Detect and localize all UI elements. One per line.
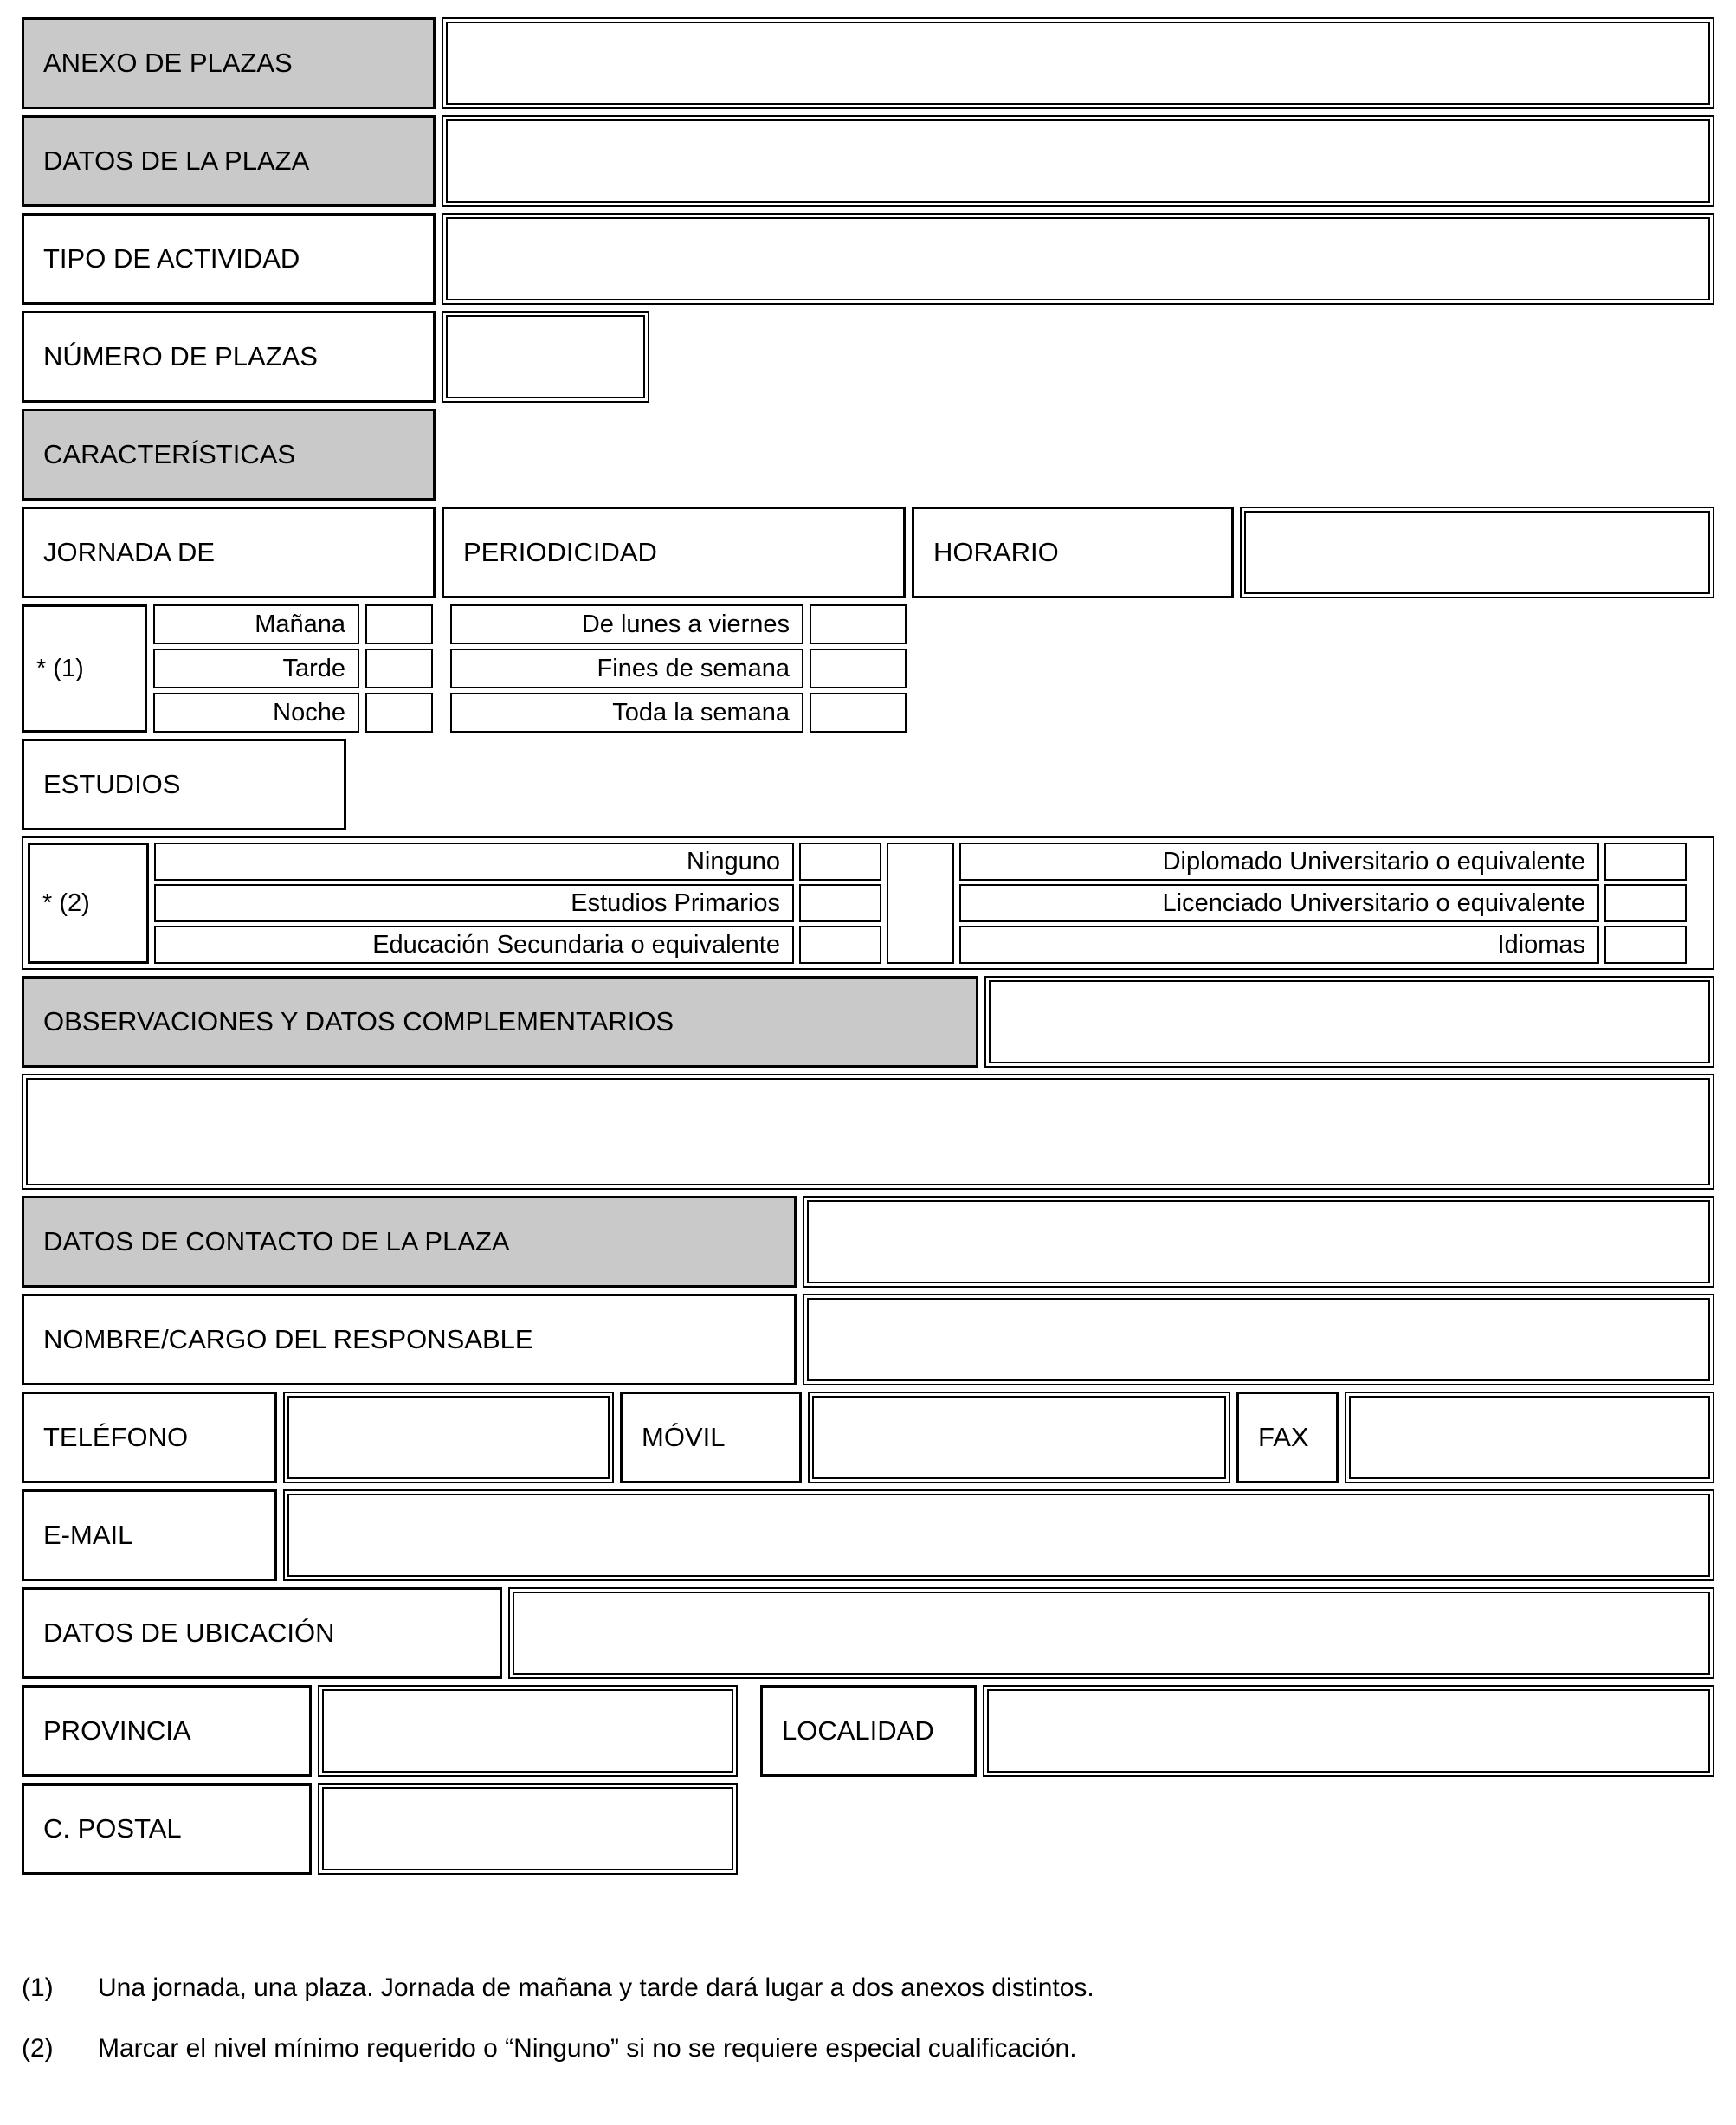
row-observaciones-area — [22, 1074, 1714, 1190]
tipo-de-actividad-label: TIPO DE ACTIVIDAD — [22, 213, 436, 305]
jornada-manana-checkbox[interactable] — [365, 604, 433, 644]
jornada-tarde-label: Tarde — [153, 649, 359, 688]
footnote-2 — [22, 2032, 1714, 2065]
section-header-datos-de-la-plaza: DATOS DE LA PLAZA — [22, 115, 436, 207]
column-gap — [744, 1685, 754, 1777]
estudios-diplomado-label: Diplomado Universitario o equivalente — [959, 843, 1599, 881]
estudios-label: ESTUDIOS — [22, 739, 346, 830]
periodicidad-label: PERIODICIDAD — [442, 507, 906, 598]
email-input[interactable] — [283, 1489, 1714, 1581]
footnote-ref-1-cell: * (1) — [22, 604, 147, 733]
row-anexo — [22, 17, 1714, 109]
jornada-noche-checkbox[interactable] — [365, 693, 433, 733]
provincia-label: PROVINCIA — [22, 1685, 312, 1777]
telefono-input[interactable] — [283, 1392, 614, 1483]
periodicidad-toda-semana-checkbox[interactable] — [810, 693, 907, 733]
observaciones-textarea[interactable] — [22, 1074, 1714, 1190]
row-datos-ubicacion — [22, 1587, 1714, 1679]
row-tipo-actividad — [22, 213, 1714, 305]
periodicidad-toda-semana-label: Toda la semana — [450, 693, 803, 733]
estudios-idiomas-label: Idiomas — [959, 926, 1599, 964]
estudios-right-checkboxes — [1604, 843, 1687, 964]
row-estudios — [22, 739, 1714, 830]
column-gap — [439, 604, 444, 733]
horario-label: HORARIO — [912, 507, 1234, 598]
datos-ubicacion-field[interactable] — [508, 1587, 1714, 1679]
row-c-postal — [22, 1783, 1714, 1875]
footnote-ref-2-cell: * (2) — [28, 843, 149, 964]
row-telefono-movil-fax — [22, 1392, 1714, 1483]
movil-input[interactable] — [808, 1392, 1230, 1483]
jornada-tarde-checkbox[interactable] — [365, 649, 433, 688]
estudios-primarios-checkbox[interactable] — [799, 884, 881, 922]
jornada-option-labels — [153, 604, 359, 733]
estudios-left-checkboxes — [799, 843, 881, 964]
nombre-cargo-input[interactable] — [803, 1294, 1714, 1385]
estudios-secundaria-checkbox[interactable] — [799, 926, 881, 964]
localidad-label: LOCALIDAD — [760, 1685, 977, 1777]
jornada-noche-label: Noche — [153, 693, 359, 733]
footnote-2-number: (2) — [22, 2034, 54, 2063]
periodicidad-fines-semana-checkbox[interactable] — [810, 649, 907, 688]
footnote-1 — [22, 1972, 1714, 2005]
email-label: E-MAIL — [22, 1489, 277, 1581]
estudios-secundaria-label: Educación Secundaria o equivalente — [154, 926, 794, 964]
estudios-left-option-labels — [154, 843, 794, 964]
anexo-de-plazas-field[interactable] — [442, 17, 1714, 109]
estudios-primarios-label: Estudios Primarios — [154, 884, 794, 922]
group-jornada-periodicidad — [22, 604, 1714, 733]
footnotes — [22, 1972, 1714, 2065]
localidad-input[interactable] — [983, 1685, 1714, 1777]
footnote-1-text: Una jornada, una plaza. Jornada de mañana y tarde dará lugar a dos anexos distintos. — [98, 1973, 1094, 2002]
fax-input[interactable] — [1345, 1392, 1714, 1483]
footnote-2-text: Marcar el nivel mínimo requerido o “Ninguno” si no se requiere especial cualificación. — [98, 2034, 1077, 2063]
observaciones-header-field[interactable] — [984, 976, 1714, 1068]
row-numero-plazas — [22, 311, 1714, 403]
estudios-right-option-labels — [959, 843, 1599, 964]
group-estudios-niveles — [22, 836, 1714, 970]
section-header-observaciones: OBSERVACIONES Y DATOS COMPLEMENTARIOS — [22, 976, 978, 1068]
numero-de-plazas-input[interactable] — [442, 311, 649, 403]
estudios-licenciado-checkbox[interactable] — [1604, 884, 1687, 922]
row-jornada-horario — [22, 507, 1714, 598]
telefono-label: TELÉFONO — [22, 1392, 277, 1483]
movil-label: MÓVIL — [620, 1392, 802, 1483]
periodicidad-lunes-viernes-checkbox[interactable] — [810, 604, 907, 644]
periodicidad-lunes-viernes-label: De lunes a viernes — [450, 604, 803, 644]
estudios-licenciado-label: Licenciado Universitario o equivalente — [959, 884, 1599, 922]
estudios-ninguno-checkbox[interactable] — [799, 843, 881, 881]
estudios-diplomado-checkbox[interactable] — [1604, 843, 1687, 881]
row-datos-plaza — [22, 115, 1714, 207]
jornada-manana-label: Mañana — [153, 604, 359, 644]
periodicidad-checkboxes — [810, 604, 907, 733]
footnote-1-number: (1) — [22, 1973, 54, 2002]
periodicidad-option-labels — [450, 604, 803, 733]
tipo-de-actividad-input[interactable] — [442, 213, 1714, 305]
datos-contacto-field[interactable] — [803, 1196, 1714, 1288]
divider-cell — [887, 843, 954, 964]
section-header-caracteristicas: CARACTERÍSTICAS — [22, 409, 436, 501]
c-postal-label: C. POSTAL — [22, 1783, 312, 1875]
row-provincia-localidad — [22, 1685, 1714, 1777]
section-header-anexo-de-plazas: ANEXO DE PLAZAS — [22, 17, 436, 109]
periodicidad-fines-semana-label: Fines de semana — [450, 649, 803, 688]
c-postal-input[interactable] — [318, 1783, 738, 1875]
horario-input[interactable] — [1240, 507, 1714, 598]
row-datos-contacto — [22, 1196, 1714, 1288]
jornada-checkboxes — [365, 604, 433, 733]
provincia-input[interactable] — [318, 1685, 738, 1777]
estudios-idiomas-checkbox[interactable] — [1604, 926, 1687, 964]
section-header-datos-contacto: DATOS DE CONTACTO DE LA PLAZA — [22, 1196, 797, 1288]
estudios-ninguno-label: Ninguno — [154, 843, 794, 881]
section-header-datos-ubicacion: DATOS DE UBICACIÓN — [22, 1587, 502, 1679]
numero-de-plazas-label: NÚMERO DE PLAZAS — [22, 311, 436, 403]
jornada-de-label: JORNADA DE — [22, 507, 436, 598]
row-nombre-cargo — [22, 1294, 1714, 1385]
datos-de-la-plaza-field[interactable] — [442, 115, 1714, 207]
row-caracteristicas — [22, 409, 1714, 501]
row-observaciones-header — [22, 976, 1714, 1068]
fax-label: FAX — [1236, 1392, 1339, 1483]
row-email — [22, 1489, 1714, 1581]
nombre-cargo-label: NOMBRE/CARGO DEL RESPONSABLE — [22, 1294, 797, 1385]
